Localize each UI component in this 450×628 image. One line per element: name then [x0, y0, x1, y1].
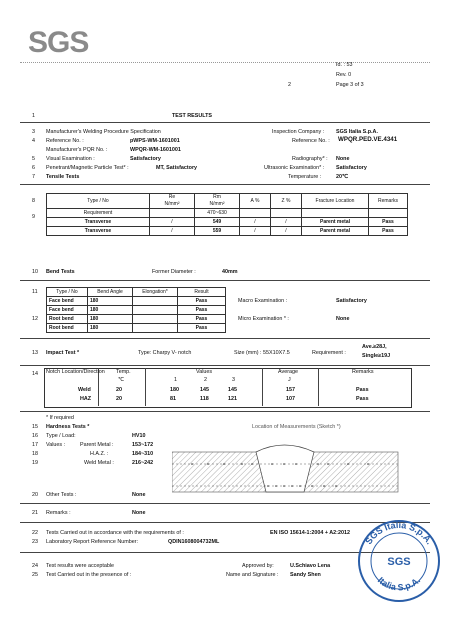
info-value: pWPS-WM-1601001 [130, 138, 180, 144]
table-header: Remarks [352, 369, 374, 375]
info-rvalue: 20℃ [336, 174, 349, 180]
table-row [47, 218, 408, 227]
table-row [47, 209, 408, 218]
table-cell: / [150, 218, 195, 227]
table-header: Average [278, 369, 298, 375]
table-header: Elongation* [133, 288, 178, 297]
impact-req-value: Single≥19J [362, 353, 391, 359]
section-rule [20, 338, 430, 339]
section-rule [20, 411, 430, 412]
table-cell: Pass [178, 297, 226, 306]
other-value: None [132, 492, 146, 498]
approved-label: Approved by: [242, 563, 274, 569]
table-cell: 180 [88, 306, 133, 315]
table-cell: Pass [178, 324, 226, 333]
table-cell: / [271, 218, 302, 227]
table-row [47, 227, 408, 236]
doc-rev: Rev. 0 [336, 72, 352, 78]
table-cell: Pass [369, 218, 408, 227]
table-cell: Pass [356, 396, 369, 402]
table-cell: 20 [116, 396, 122, 402]
table-header: Notch Location/Direction [46, 369, 105, 375]
page-num: 2 [288, 82, 291, 88]
table-cell: 180 [88, 324, 133, 333]
header-text: Re [168, 194, 176, 200]
table-cell [133, 297, 178, 306]
info-rlabel: Radiography* : [292, 156, 328, 162]
table-cell: 180 [88, 315, 133, 324]
table-cell: / [150, 227, 195, 236]
table-cell: Pass [369, 227, 408, 236]
bend-label: Bend Tests [46, 269, 75, 275]
table-header: A % [240, 194, 271, 209]
table-row [47, 324, 226, 333]
notch-col-line [318, 368, 319, 406]
former-value: 40mm [222, 269, 238, 275]
weld-label: Weld Metal : [84, 460, 114, 466]
impact-type: Type: Charpy V- notch [138, 350, 192, 356]
row-num: 21 [32, 510, 38, 516]
info-rvalue: SGS Italia S.p.A. [336, 129, 378, 135]
page-indicator: Page 3 of 3 [336, 82, 364, 88]
table-cell: Root bend [47, 315, 88, 324]
section-rule [20, 503, 430, 504]
info-label: Tensile Tests [46, 174, 80, 180]
table-cell: 121 [228, 396, 237, 402]
row-num: 6 [32, 165, 35, 171]
section-rule [20, 365, 430, 366]
former-label: Former Diameter : [152, 269, 196, 275]
company-stamp [356, 518, 442, 604]
table-cell: Pass [178, 315, 226, 324]
table-cell: Parent metal [302, 218, 369, 227]
row-num: 19 [32, 460, 38, 466]
table-cell: 118 [200, 396, 209, 402]
table-cell: 145 [228, 387, 237, 393]
table-unit: 3 [232, 377, 235, 383]
table-row [47, 297, 226, 306]
header-unit: N/mm² [209, 201, 225, 207]
stamp-bottom-text: Italia S.p.A. [375, 575, 423, 593]
table-cell: 145 [200, 387, 209, 393]
parent-label: Parent Metal : [80, 442, 114, 448]
row-num: 10 [32, 269, 38, 275]
table-cell: Face bend [47, 297, 88, 306]
info-label: Penetrant/Magnetic Particle Test* : [46, 165, 129, 171]
row-num: 8 [32, 198, 35, 204]
info-rvalue: Satisfactory [336, 165, 367, 171]
row-num: 14 [32, 371, 38, 377]
remarks-value: None [132, 510, 146, 516]
table-cell [133, 315, 178, 324]
svg-text:Italia S.p.A. [376, 575, 423, 592]
row-num: 11 [32, 289, 38, 295]
hardness-type-value: HV10 [132, 433, 146, 439]
table-header [150, 194, 195, 209]
hardness-type-label: Type / Load: [46, 433, 76, 439]
page-title: TEST RESULTS [172, 113, 213, 119]
row-num: 3 [32, 129, 35, 135]
table-header: Values [196, 369, 213, 375]
values-label: Values : [46, 442, 66, 448]
info-label: Manufacturer's PQR No. : [46, 147, 108, 153]
info-value: MT, Satisfactory [156, 165, 198, 171]
parent-value: 153~172 [132, 442, 154, 448]
row-num: 22 [32, 530, 38, 536]
table-cell: 20 [116, 387, 122, 393]
row-num: 1 [32, 113, 35, 119]
table-cell: Requirement [47, 209, 150, 218]
table-cell: 107 [286, 396, 295, 402]
table-cell [369, 209, 408, 218]
impact-req: Requirement : [312, 350, 346, 356]
row-num: 4 [32, 138, 35, 144]
row-num: 9 [32, 214, 35, 220]
name-signature-label: Name and Signature : [226, 572, 279, 578]
info-value: Satisfactory [130, 156, 161, 162]
section-rule [20, 280, 430, 281]
table-cell: 180 [170, 387, 179, 393]
table-unit: J [288, 377, 291, 383]
table-cell: Pass [356, 387, 369, 393]
haz-label: H.A.Z. : [90, 451, 109, 457]
info-rlabel: Ultrasonic Examination* : [264, 165, 325, 171]
micro-label: Micro Examination * : [238, 316, 289, 322]
table-cell [133, 306, 178, 315]
table-header: Type / No [47, 194, 150, 209]
haz-value: 184~310 [132, 451, 154, 457]
info-rvalue: WPQR.PED.VE.4341 [338, 136, 398, 143]
table-row [47, 306, 226, 315]
other-label: Other Tests : [46, 492, 77, 498]
table-unit: 2 [204, 377, 207, 383]
row-num: 7 [32, 174, 35, 180]
tensile-table [46, 193, 408, 236]
table-cell [271, 209, 302, 218]
row-num: 15 [32, 424, 38, 430]
table-cell: Root bend [47, 324, 88, 333]
table-cell: / [240, 218, 271, 227]
row-num: 5 [32, 156, 35, 162]
impact-size: Size (mm) : 55X10X7.5 [234, 350, 290, 356]
table-cell: 180 [88, 297, 133, 306]
footer-line: Test Carried out in the presence of : [46, 572, 132, 578]
table-cell [302, 209, 369, 218]
if-required-note: * If required [46, 415, 74, 421]
table-cell: Pass [178, 306, 226, 315]
hardness-label: Hardness Tests * [46, 424, 90, 430]
table-header: Remarks [369, 194, 408, 209]
info-label: Reference No. : [46, 138, 84, 144]
table-cell: Parent metal [302, 227, 369, 236]
table-header: Temp. [116, 369, 131, 375]
info-label: Manufacturer's Welding Procedure Specification [46, 129, 161, 135]
impact-req-value: Ave.≥28J, [362, 344, 387, 350]
info-label: Visual Examination : [46, 156, 95, 162]
footer-line: Tests Carried out in accordance with the requirements of : [46, 530, 184, 536]
row-num: 23 [32, 539, 38, 545]
table-header: Fracture Location [302, 194, 369, 209]
macro-value: Satisfactory [336, 298, 367, 304]
table-row [47, 315, 226, 324]
header-text: Rm [213, 194, 221, 200]
footer-standard: EN ISO 15614-1:2004 + A2:2012 [270, 530, 350, 536]
micro-value: None [336, 316, 350, 322]
table-cell [133, 324, 178, 333]
row-num: 24 [32, 563, 38, 569]
table-cell: 157 [286, 387, 295, 393]
table-header-row [47, 288, 226, 297]
notch-col-line [145, 368, 146, 406]
table-unit: 1 [174, 377, 177, 383]
table-header: Z % [271, 194, 302, 209]
header-unit: N/mm² [164, 201, 180, 207]
table-header: Type / No [47, 288, 88, 297]
table-cell: 470~630 [195, 209, 240, 218]
impact-label: Impact Test * [46, 350, 80, 356]
doc-id: Id. : 53 [336, 62, 353, 68]
table-cell: 549 [195, 218, 240, 227]
row-num: 20 [32, 492, 38, 498]
title-rule [20, 122, 430, 123]
weld-value: 216~242 [132, 460, 154, 466]
row-num: 18 [32, 451, 38, 457]
sketch-label: Location of Measurements (Sketch *) [252, 424, 341, 430]
table-unit: ℃ [118, 377, 125, 383]
table-cell: Face bend [47, 306, 88, 315]
signer-name: Sandy Shen [290, 572, 321, 578]
row-num: 16 [32, 433, 38, 439]
notch-col-line [262, 368, 263, 406]
table-cell [240, 209, 271, 218]
macro-label: Macro Examination : [238, 298, 288, 304]
remarks-label: Remarks : [46, 510, 71, 516]
table-cell: 559 [195, 227, 240, 236]
table-header: Bend Angle [88, 288, 133, 297]
bend-table [46, 287, 226, 333]
row-num: 25 [32, 572, 38, 578]
section-rule [20, 184, 430, 185]
table-header: Result [178, 288, 226, 297]
info-value: WPQR-WM-1601001 [130, 147, 181, 153]
info-rlabel: Temperature : [288, 174, 322, 180]
info-rvalue: None [336, 156, 350, 162]
table-header-row [47, 194, 408, 209]
table-cell: Transverse [47, 218, 150, 227]
stamp-top-text: SGS Italia S.p.A. [363, 519, 435, 547]
sgs-logo: SGS [28, 26, 89, 59]
table-cell: Transverse [47, 227, 150, 236]
table-cell [150, 209, 195, 218]
row-num: 17 [32, 442, 38, 448]
info-rlabel: Inspection Company : [272, 129, 325, 135]
row-num: 13 [32, 350, 38, 356]
footer-line: Laboratory Report Reference Number: [46, 539, 138, 545]
table-cell: / [271, 227, 302, 236]
table-cell: Weld [78, 387, 91, 393]
header-rule [20, 62, 430, 63]
table-cell: / [240, 227, 271, 236]
table-cell: HAZ [80, 396, 92, 402]
approver-name: U.Schiavo Lena [290, 563, 331, 569]
footer-line: Test results were acceptable [46, 563, 115, 569]
table-header [195, 194, 240, 209]
footer-ref: QDIN1608004732ML [168, 539, 220, 545]
row-num: 12 [32, 316, 38, 322]
table-cell: 81 [170, 396, 176, 402]
stamp-center-text: SGS [387, 556, 411, 568]
hardness-sketch [172, 436, 408, 504]
info-rlabel: Reference No. : [292, 138, 330, 144]
